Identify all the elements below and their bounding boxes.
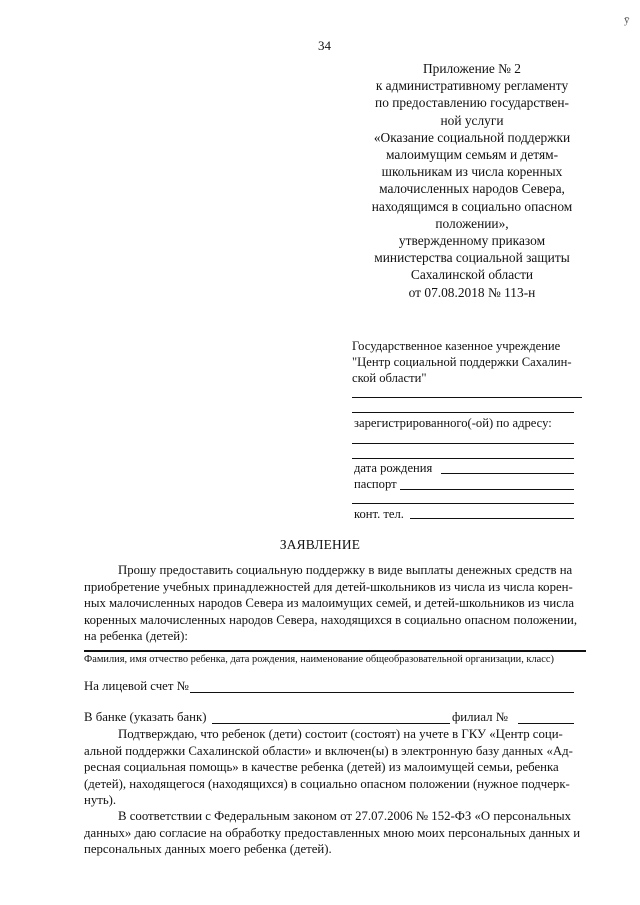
institution-line: Государственное казенное учреждение bbox=[352, 339, 561, 353]
annex-line: малочисленных народов Севера, bbox=[379, 181, 565, 197]
birth-date-line[interactable] bbox=[441, 473, 574, 474]
paragraph-line: Прошу предоставить социальную поддержку в виде выплаты денежных средств на bbox=[118, 563, 573, 577]
registered-label: зарегистрированного(-ой) по адресу: bbox=[354, 416, 552, 430]
birth-date-label: дата рождения bbox=[354, 461, 433, 475]
paragraph-line: ных малочисленных народов Севера из малоимущих семей, и детей-школьников из числа bbox=[84, 596, 575, 610]
address-line-1[interactable] bbox=[352, 443, 574, 444]
annex-line: министерства социальной защиты bbox=[374, 250, 570, 266]
institution-line: ской области" bbox=[352, 371, 427, 385]
paragraph-line: нуть). bbox=[84, 793, 117, 807]
annex-line: Сахалинской области bbox=[410, 267, 534, 283]
bank-name-line[interactable] bbox=[212, 723, 450, 724]
page-number: 34 bbox=[318, 38, 331, 53]
passport-label: паспорт bbox=[354, 477, 397, 491]
confirm-paragraph bbox=[84, 726, 584, 809]
phone-line[interactable] bbox=[410, 518, 574, 519]
account-number-line[interactable] bbox=[190, 692, 574, 693]
address-line-2[interactable] bbox=[352, 458, 574, 459]
annex-line: школьникам из числа коренных bbox=[381, 164, 563, 180]
consent-paragraph bbox=[84, 808, 584, 858]
document-title: ЗАЯВЛЕНИЕ bbox=[279, 537, 361, 552]
paragraph-line: персональных данных моего ребенка (детей). bbox=[84, 842, 332, 856]
child-info-caption: Фамилия, имя отчество ребенка, дата рождения, наименование общеобразовательной организации, класс) bbox=[84, 654, 554, 665]
paragraph-line: ресная социальная помощь» в качестве ребенка (детей) из малоимущей семьи, ребенка bbox=[84, 760, 559, 774]
annex-line: Приложение № 2 bbox=[422, 61, 522, 76]
paragraph-line: приобретение учебных принадлежностей для детей-школьников из числа из числа корен- bbox=[84, 579, 573, 594]
corner-mark: ȳ bbox=[624, 14, 630, 26]
paragraph-line: на ребенка (детей): bbox=[84, 629, 188, 643]
annex-line: от 07.08.2018 № 113-н bbox=[408, 284, 536, 300]
paragraph-line: альной поддержки Сахалинской области» и включен(ы) в электронную базу данных «Ад- bbox=[84, 743, 573, 758]
bank-label: В банке (указать банк) bbox=[84, 710, 207, 724]
annex-line: утвержденному приказом bbox=[398, 233, 546, 249]
applicant-name-line-2[interactable] bbox=[352, 412, 574, 413]
paragraph-line: коренных малочисленных народов Севера, находящихся в социально опасном положении, bbox=[84, 612, 578, 627]
passport-line-1[interactable] bbox=[400, 489, 574, 490]
annex-line: находящимся в социально опасном bbox=[371, 198, 573, 214]
annex-line: к административному регламенту bbox=[375, 78, 569, 94]
annex-line: по предоставлению государствен- bbox=[375, 95, 569, 111]
branch-label: филиал № bbox=[452, 710, 508, 724]
passport-line-2[interactable] bbox=[352, 503, 574, 504]
annex-line: малоимущим семьям и детям- bbox=[385, 147, 559, 163]
branch-number-line[interactable] bbox=[518, 723, 574, 724]
child-info-line[interactable] bbox=[84, 650, 586, 652]
annex-line: ной услуги bbox=[440, 112, 504, 128]
annex-header bbox=[330, 60, 614, 301]
paragraph-line: В соответствии с Федеральным законом от 27.07.2006 № 152-ФЗ «О персональных bbox=[118, 809, 572, 823]
annex-line: положении», bbox=[435, 215, 509, 231]
annex-line: «Оказание социальной поддержки bbox=[373, 129, 571, 145]
applicant-name-line[interactable] bbox=[352, 397, 582, 398]
request-paragraph bbox=[84, 562, 584, 645]
phone-label: конт. тел. bbox=[354, 507, 404, 521]
institution-address bbox=[352, 338, 602, 386]
account-label: На лицевой счет № bbox=[84, 679, 189, 693]
institution-line: "Центр социальной поддержки Сахалин- bbox=[352, 355, 572, 369]
paragraph-line: Подтверждаю, что ребенок (дети) состоит (состоят) на учете в ГКУ «Центр соци- bbox=[118, 727, 563, 741]
paragraph-line: данных» даю согласие на обработку предоставленных мною моих персональных данных и bbox=[84, 825, 581, 840]
paragraph-line: (детей), находящегося (находящихся) в социально опасном положении (нужное подчерк- bbox=[84, 776, 570, 791]
